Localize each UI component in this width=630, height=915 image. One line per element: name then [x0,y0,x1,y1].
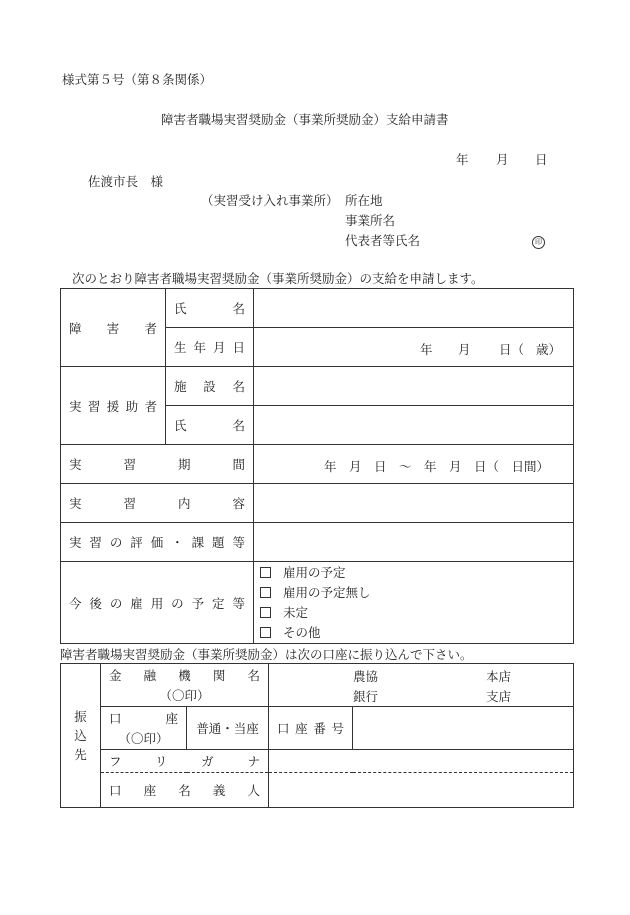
period-field[interactable] [254,445,574,484]
plan-label: 今後の雇用の予定等 [61,562,254,644]
furigana-field[interactable] [269,750,574,773]
page-title: 障害者職場実習奨励金（事業所奨励金）支給申請書 [161,112,449,127]
transfer-destination-label: 振 込 先 [61,664,101,808]
institution-field[interactable] [269,664,574,707]
form-number: 様式第５号（第８条関係） [62,72,213,87]
checkbox-icon[interactable] [260,567,271,578]
name-label: 氏名 [166,289,254,328]
period-value: 年 月 日 ～ 年 月 日（ 日間） [324,459,550,474]
plan-option-other[interactable]: その他 [254,623,573,643]
seal-mark: 印 [532,236,545,249]
facility-label: 施設名 [166,367,254,406]
name-field[interactable] [254,289,574,328]
plan-options [254,562,574,644]
bank-table [60,663,574,808]
office-name-label: 事業所名 [345,213,396,228]
birth-age-label: 歳） [536,342,562,357]
plan-option-undecided[interactable]: 未定 [254,603,573,623]
ginko-label: 銀行 [353,689,379,704]
checkbox-icon[interactable] [260,627,271,638]
recipient: 佐渡市長 様 [88,174,164,189]
intro-text: 次のとおり障害者職場実習奨励金（事業所奨励金）の支給を申請します。 [72,271,484,286]
seal-icon [532,232,545,249]
birth-month-label: 月 [458,342,471,357]
supporter-name-field[interactable] [254,406,574,445]
institution-label: 金融機関名 （〇印） [101,664,269,707]
plan-option-no-employ[interactable]: 雇用の予定無し [254,583,573,603]
representative-label: 代表者等氏名 [345,233,421,248]
kyokai-label: 農協 [353,669,379,684]
account-number-label: 口座番号 [269,707,353,750]
birthdate-label: 生年月日 [166,328,254,367]
address-label: 所在地 [345,193,383,208]
holder-label: 口座名義人 [101,773,269,808]
date-day-label: 日 [535,152,548,167]
period-label: 実習期間 [61,445,254,484]
birth-day-label: 日（ [499,342,525,357]
checkbox-icon[interactable] [260,587,271,598]
date-year-label: 年 [456,152,469,167]
account-number-field[interactable] [353,707,574,750]
checkbox-icon[interactable] [260,607,271,618]
application-table [60,288,574,644]
holder-field[interactable] [269,773,574,808]
date-month-label: 月 [496,152,509,167]
evaluation-label: 実習の評価・課題等 [61,523,254,562]
disabled-person-label: 障 害 者 [61,289,166,367]
furigana-label: フリガナ [101,750,269,773]
honten-label: 本店 [486,669,512,684]
content-label: 実習内容 [61,484,254,523]
supporter-label: 実習援助者 [61,367,166,445]
birthdate-field[interactable] [254,328,574,367]
evaluation-field[interactable] [254,523,574,562]
bank-note: 障害者職場実習奨励金（事業所奨励金）は次の口座に振り込んで下さい。 [60,647,473,662]
supporter-name-label: 氏名 [166,406,254,445]
content-field[interactable] [254,484,574,523]
birth-year-label: 年 [420,342,433,357]
shiten-label: 支店 [486,689,512,704]
applicant-role: （実習受け入れ事業所） [201,193,339,208]
facility-field[interactable] [254,367,574,406]
plan-option-employ[interactable]: 雇用の予定 [254,563,573,583]
account-label: 口座 （〇印） [101,707,187,750]
account-type[interactable]: 普通・当座 [187,707,269,750]
